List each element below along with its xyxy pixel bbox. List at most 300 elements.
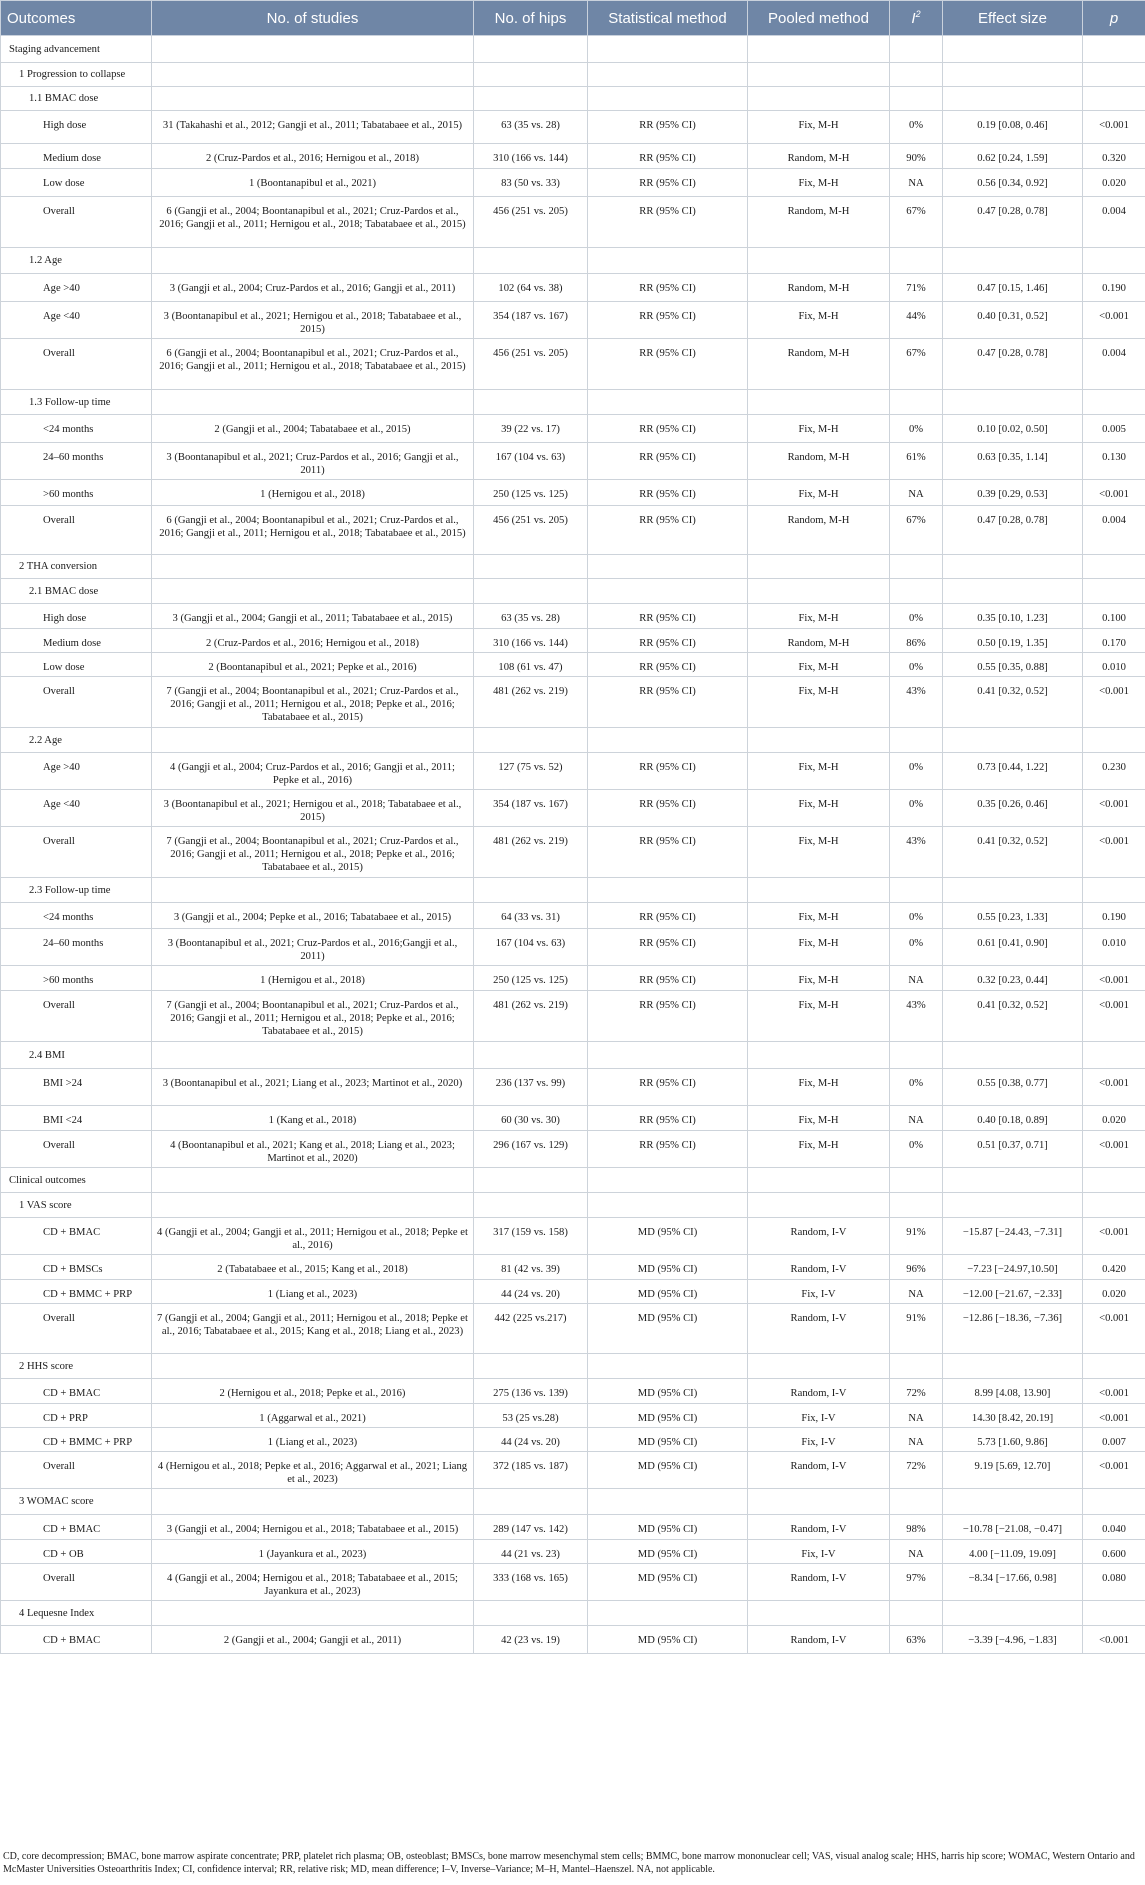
outcome-cell: CD + BMSCs xyxy=(1,1255,152,1280)
pooled-method-cell xyxy=(748,1042,890,1069)
effect-size-cell: 0.51 [0.37, 0.71] xyxy=(943,1131,1083,1168)
hips-cell: 354 (187 vs. 167) xyxy=(474,790,588,827)
studies-cell: 7 (Gangji et al., 2004; Boontanapibul et al., 2021; Cruz-Pardos et al., 2016; Gangji et al., 2011; Hernigou et al., 2018; Pepke et al., 2016; Tabatabaee et al., 2015) xyxy=(152,677,474,728)
outcome-cell: 1 VAS score xyxy=(1,1193,152,1218)
studies-cell xyxy=(152,36,474,63)
hips-cell xyxy=(474,248,588,274)
p-value-cell: 0.020 xyxy=(1083,1106,1145,1131)
hips-cell: 250 (125 vs. 125) xyxy=(474,480,588,506)
p-value-cell xyxy=(1083,555,1145,579)
section-row xyxy=(1,390,1145,415)
studies-cell xyxy=(152,728,474,753)
pooled-method-cell: Random, I-V xyxy=(748,1379,890,1404)
p-value-cell xyxy=(1083,1042,1145,1069)
table-row xyxy=(1,1564,1145,1601)
outcome-cell: CD + BMAC xyxy=(1,1379,152,1404)
statistical-method-cell xyxy=(588,63,748,87)
outcome-cell: Medium dose xyxy=(1,629,152,653)
header-hips: No. of hips xyxy=(474,1,588,36)
i2-cell: 67% xyxy=(890,506,943,555)
statistical-method-cell xyxy=(588,1354,748,1379)
effect-size-cell: 0.62 [0.24, 1.59] xyxy=(943,144,1083,169)
outcome-cell: Overall xyxy=(1,827,152,878)
hips-cell: 372 (185 vs. 187) xyxy=(474,1452,588,1489)
i2-cell: 71% xyxy=(890,274,943,302)
statistical-method-cell xyxy=(588,555,748,579)
hips-cell: 60 (30 vs. 30) xyxy=(474,1106,588,1131)
table-row xyxy=(1,1280,1145,1304)
outcome-cell: High dose xyxy=(1,111,152,144)
pooled-method-cell: Fix, M-H xyxy=(748,604,890,629)
statistical-method-cell: MD (95% CI) xyxy=(588,1280,748,1304)
pooled-method-cell xyxy=(748,1601,890,1626)
hips-cell: 456 (251 vs. 205) xyxy=(474,197,588,248)
outcome-cell: High dose xyxy=(1,604,152,629)
p-value-cell xyxy=(1083,728,1145,753)
hips-cell xyxy=(474,390,588,415)
i2-cell: 0% xyxy=(890,929,943,966)
studies-cell: 1 (Jayankura et al., 2023) xyxy=(152,1540,474,1564)
i2-cell: 67% xyxy=(890,197,943,248)
outcome-cell: 1.3 Follow-up time xyxy=(1,390,152,415)
hips-cell xyxy=(474,1042,588,1069)
header-row xyxy=(1,1,1145,36)
pooled-method-cell xyxy=(748,878,890,903)
statistical-method-cell: RR (95% CI) xyxy=(588,629,748,653)
i2-cell: 0% xyxy=(890,653,943,677)
pooled-method-cell: Random, M-H xyxy=(748,629,890,653)
outcome-cell: Overall xyxy=(1,1564,152,1601)
statistical-method-cell: MD (95% CI) xyxy=(588,1428,748,1452)
studies-cell: 3 (Gangji et al., 2004; Pepke et al., 2016; Tabatabaee et al., 2015) xyxy=(152,903,474,929)
p-value-cell xyxy=(1083,87,1145,111)
p-value-cell: <0.001 xyxy=(1083,302,1145,339)
p-value-cell xyxy=(1083,579,1145,604)
section-row xyxy=(1,555,1145,579)
hips-cell: 456 (251 vs. 205) xyxy=(474,506,588,555)
outcome-cell: 1.1 BMAC dose xyxy=(1,87,152,111)
hips-cell xyxy=(474,36,588,63)
i2-cell: 0% xyxy=(890,790,943,827)
p-value-cell: 0.170 xyxy=(1083,629,1145,653)
outcome-cell: Age >40 xyxy=(1,753,152,790)
studies-cell: 2 (Hernigou et al., 2018; Pepke et al., 2016) xyxy=(152,1379,474,1404)
outcome-cell: Overall xyxy=(1,197,152,248)
header-effect-size: Effect size xyxy=(943,1,1083,36)
i2-cell xyxy=(890,555,943,579)
effect-size-cell xyxy=(943,87,1083,111)
hips-cell: 481 (262 vs. 219) xyxy=(474,991,588,1042)
outcome-cell: 2.4 BMI xyxy=(1,1042,152,1069)
p-value-cell: <0.001 xyxy=(1083,1069,1145,1106)
i2-cell: 43% xyxy=(890,991,943,1042)
section-row xyxy=(1,1489,1145,1515)
pooled-method-cell: Fix, M-H xyxy=(748,903,890,929)
hips-cell: 296 (167 vs. 129) xyxy=(474,1131,588,1168)
statistical-method-cell: MD (95% CI) xyxy=(588,1404,748,1428)
statistical-method-cell xyxy=(588,87,748,111)
studies-cell xyxy=(152,1601,474,1626)
hips-cell: 42 (23 vs. 19) xyxy=(474,1626,588,1654)
p-value-cell xyxy=(1083,63,1145,87)
i2-cell: 86% xyxy=(890,629,943,653)
i2-cell: 72% xyxy=(890,1379,943,1404)
p-value-cell: 0.010 xyxy=(1083,653,1145,677)
outcome-cell: CD + PRP xyxy=(1,1404,152,1428)
hips-cell: 481 (262 vs. 219) xyxy=(474,827,588,878)
i2-cell xyxy=(890,1193,943,1218)
effect-size-cell xyxy=(943,728,1083,753)
studies-cell: 7 (Gangji et al., 2004; Gangji et al., 2011; Hernigou et al., 2018; Pepke et al., 2016; Tabatabaee et al., 2015; Kang et al., 2018; Liang et al., 2023) xyxy=(152,1304,474,1354)
studies-cell xyxy=(152,555,474,579)
hips-cell: 333 (168 vs. 165) xyxy=(474,1564,588,1601)
p-value-cell: 0.004 xyxy=(1083,339,1145,390)
hips-cell: 44 (24 vs. 20) xyxy=(474,1428,588,1452)
table-row xyxy=(1,1540,1145,1564)
studies-cell: 2 (Cruz-Pardos et al., 2016; Hernigou et al., 2018) xyxy=(152,629,474,653)
studies-cell: 3 (Boontanapibul et al., 2021; Liang et al., 2023; Martinot et al., 2020) xyxy=(152,1069,474,1106)
statistical-method-cell xyxy=(588,1193,748,1218)
outcome-cell: Overall xyxy=(1,506,152,555)
hips-cell: 64 (33 vs. 31) xyxy=(474,903,588,929)
i2-cell xyxy=(890,390,943,415)
effect-size-cell: 14.30 [8.42, 20.19] xyxy=(943,1404,1083,1428)
pooled-method-cell: Fix, M-H xyxy=(748,1069,890,1106)
i2-cell: NA xyxy=(890,1540,943,1564)
effect-size-cell xyxy=(943,1489,1083,1515)
studies-cell xyxy=(152,63,474,87)
statistical-method-cell: RR (95% CI) xyxy=(588,677,748,728)
p-value-cell xyxy=(1083,1168,1145,1193)
outcome-cell: <24 months xyxy=(1,415,152,443)
statistical-method-cell: RR (95% CI) xyxy=(588,929,748,966)
i2-cell: 0% xyxy=(890,111,943,144)
statistical-method-cell: MD (95% CI) xyxy=(588,1218,748,1255)
pooled-method-cell: Random, I-V xyxy=(748,1255,890,1280)
effect-size-cell: 0.47 [0.28, 0.78] xyxy=(943,197,1083,248)
outcome-cell: Overall xyxy=(1,1131,152,1168)
effect-size-cell xyxy=(943,1168,1083,1193)
p-value-cell: 0.600 xyxy=(1083,1540,1145,1564)
effect-size-cell: 0.35 [0.26, 0.46] xyxy=(943,790,1083,827)
statistical-method-cell: MD (95% CI) xyxy=(588,1540,748,1564)
effect-size-cell: 0.50 [0.19, 1.35] xyxy=(943,629,1083,653)
studies-cell: 2 (Gangji et al., 2004; Gangji et al., 2011) xyxy=(152,1626,474,1654)
i2-cell: 96% xyxy=(890,1255,943,1280)
i2-cell xyxy=(890,1489,943,1515)
section-row xyxy=(1,1193,1145,1218)
effect-size-cell: 5.73 [1.60, 9.86] xyxy=(943,1428,1083,1452)
table-row xyxy=(1,1304,1145,1354)
studies-cell: 7 (Gangji et al., 2004; Boontanapibul et al., 2021; Cruz-Pardos et al., 2016; Gangji et al., 2011; Hernigou et al., 2018; Pepke et al., 2016; Tabatabaee et al., 2015) xyxy=(152,991,474,1042)
section-row xyxy=(1,1168,1145,1193)
outcome-cell: Medium dose xyxy=(1,144,152,169)
pooled-method-cell xyxy=(748,36,890,63)
studies-cell: 6 (Gangji et al., 2004; Boontanapibul et al., 2021; Cruz-Pardos et al., 2016; Gangji et al., 2011; Hernigou et al., 2018; Tabatabaee et al., 2015) xyxy=(152,197,474,248)
effect-size-cell: 0.32 [0.23, 0.44] xyxy=(943,966,1083,991)
p-value-cell xyxy=(1083,36,1145,63)
table-header xyxy=(1,1,1145,36)
statistical-method-cell: RR (95% CI) xyxy=(588,827,748,878)
header-p: p xyxy=(1083,1,1145,36)
statistical-method-cell: RR (95% CI) xyxy=(588,443,748,480)
effect-size-cell xyxy=(943,579,1083,604)
effect-size-cell: −12.86 [−18.36, −7.36] xyxy=(943,1304,1083,1354)
effect-size-cell: 0.19 [0.08, 0.46] xyxy=(943,111,1083,144)
table-row xyxy=(1,604,1145,629)
studies-cell: 1 (Kang et al., 2018) xyxy=(152,1106,474,1131)
statistical-method-cell xyxy=(588,36,748,63)
i2-cell: 0% xyxy=(890,415,943,443)
i2-cell: 43% xyxy=(890,677,943,728)
statistical-method-cell: MD (95% CI) xyxy=(588,1379,748,1404)
hips-cell: 442 (225 vs.217) xyxy=(474,1304,588,1354)
studies-cell: 4 (Gangji et al., 2004; Gangji et al., 2011; Hernigou et al., 2018; Pepke et al., 2016) xyxy=(152,1218,474,1255)
hips-cell: 81 (42 vs. 39) xyxy=(474,1255,588,1280)
statistical-method-cell: RR (95% CI) xyxy=(588,966,748,991)
table-row xyxy=(1,339,1145,390)
statistical-method-cell: MD (95% CI) xyxy=(588,1515,748,1540)
i2-cell xyxy=(890,728,943,753)
pooled-method-cell: Fix, I-V xyxy=(748,1280,890,1304)
effect-size-cell: 0.35 [0.10, 1.23] xyxy=(943,604,1083,629)
statistical-method-cell: RR (95% CI) xyxy=(588,415,748,443)
p-value-cell: <0.001 xyxy=(1083,677,1145,728)
p-value-cell: 0.130 xyxy=(1083,443,1145,480)
section-row xyxy=(1,728,1145,753)
statistical-method-cell xyxy=(588,1489,748,1515)
studies-cell: 1 (Boontanapibul et al., 2021) xyxy=(152,169,474,197)
outcome-cell: >60 months xyxy=(1,480,152,506)
pooled-method-cell: Random, I-V xyxy=(748,1304,890,1354)
i2-cell: 0% xyxy=(890,753,943,790)
table-row xyxy=(1,1428,1145,1452)
statistical-method-cell: MD (95% CI) xyxy=(588,1452,748,1489)
outcome-cell: 2 THA conversion xyxy=(1,555,152,579)
outcome-cell: CD + OB xyxy=(1,1540,152,1564)
hips-cell: 275 (136 vs. 139) xyxy=(474,1379,588,1404)
studies-cell: 2 (Cruz-Pardos et al., 2016; Hernigou et al., 2018) xyxy=(152,144,474,169)
pooled-method-cell xyxy=(748,87,890,111)
studies-cell: 1 (Liang et al., 2023) xyxy=(152,1428,474,1452)
pooled-method-cell: Fix, M-H xyxy=(748,1106,890,1131)
p-value-cell xyxy=(1083,1601,1145,1626)
i2-cell: 43% xyxy=(890,827,943,878)
table-row xyxy=(1,966,1145,991)
hips-cell: 44 (24 vs. 20) xyxy=(474,1280,588,1304)
statistical-method-cell xyxy=(588,878,748,903)
studies-cell xyxy=(152,878,474,903)
hips-cell xyxy=(474,1168,588,1193)
pooled-method-cell: Fix, M-H xyxy=(748,169,890,197)
effect-size-cell xyxy=(943,390,1083,415)
outcome-cell: 2.1 BMAC dose xyxy=(1,579,152,604)
studies-cell: 7 (Gangji et al., 2004; Boontanapibul et al., 2021; Cruz-Pardos et al., 2016; Gangji et al., 2011; Hernigou et al., 2018; Pepke et al., 2016; Tabatabaee et al., 2015) xyxy=(152,827,474,878)
section-row xyxy=(1,1042,1145,1069)
table-row xyxy=(1,443,1145,480)
outcome-cell: 1 Progression to collapse xyxy=(1,63,152,87)
table-row xyxy=(1,274,1145,302)
outcome-cell: Clinical outcomes xyxy=(1,1168,152,1193)
i2-cell: NA xyxy=(890,966,943,991)
i2-cell xyxy=(890,1042,943,1069)
p-value-cell: 0.004 xyxy=(1083,506,1145,555)
pooled-method-cell xyxy=(748,579,890,604)
pooled-method-cell: Random, M-H xyxy=(748,274,890,302)
hips-cell: 167 (104 vs. 63) xyxy=(474,443,588,480)
table-row xyxy=(1,677,1145,728)
studies-cell: 4 (Boontanapibul et al., 2021; Kang et al., 2018; Liang et al., 2023; Martinot et al., 2020) xyxy=(152,1131,474,1168)
hips-cell xyxy=(474,1193,588,1218)
outcome-cell: 2.2 Age xyxy=(1,728,152,753)
statistical-method-cell xyxy=(588,728,748,753)
table-row xyxy=(1,929,1145,966)
table-row xyxy=(1,1404,1145,1428)
p-value-cell: 0.007 xyxy=(1083,1428,1145,1452)
p-value-cell: 0.420 xyxy=(1083,1255,1145,1280)
section-row xyxy=(1,1354,1145,1379)
outcome-cell: CD + BMAC xyxy=(1,1626,152,1654)
studies-cell: 1 (Hernigou et al., 2018) xyxy=(152,480,474,506)
i2-cell: 0% xyxy=(890,1131,943,1168)
p-value-cell xyxy=(1083,878,1145,903)
statistical-method-cell: MD (95% CI) xyxy=(588,1564,748,1601)
pooled-method-cell: Fix, M-H xyxy=(748,827,890,878)
table-row xyxy=(1,197,1145,248)
statistical-method-cell: RR (95% CI) xyxy=(588,604,748,629)
statistical-method-cell: RR (95% CI) xyxy=(588,339,748,390)
effect-size-cell: 0.47 [0.15, 1.46] xyxy=(943,274,1083,302)
outcome-cell: 24–60 months xyxy=(1,443,152,480)
pooled-method-cell: Random, I-V xyxy=(748,1564,890,1601)
pooled-method-cell: Fix, M-H xyxy=(748,991,890,1042)
i2-cell: 0% xyxy=(890,903,943,929)
hips-cell: 310 (166 vs. 144) xyxy=(474,629,588,653)
i2-cell: NA xyxy=(890,1428,943,1452)
effect-size-cell xyxy=(943,1193,1083,1218)
statistical-method-cell xyxy=(588,1168,748,1193)
section-row xyxy=(1,63,1145,87)
outcome-cell: Low dose xyxy=(1,653,152,677)
i2-cell: NA xyxy=(890,480,943,506)
effect-size-cell: 0.47 [0.28, 0.78] xyxy=(943,339,1083,390)
studies-cell: 1 (Hernigou et al., 2018) xyxy=(152,966,474,991)
hips-cell: 108 (61 vs. 47) xyxy=(474,653,588,677)
statistical-method-cell: MD (95% CI) xyxy=(588,1255,748,1280)
table-row xyxy=(1,1626,1145,1654)
studies-cell: 4 (Gangji et al., 2004; Cruz-Pardos et al., 2016; Gangji et al., 2011; Pepke et al., 2016) xyxy=(152,753,474,790)
outcome-cell: 24–60 months xyxy=(1,929,152,966)
table-row xyxy=(1,1515,1145,1540)
pooled-method-cell: Fix, M-H xyxy=(748,302,890,339)
pooled-method-cell: Fix, M-H xyxy=(748,790,890,827)
i2-cell xyxy=(890,579,943,604)
header-i2 xyxy=(890,1,943,36)
hips-cell: 456 (251 vs. 205) xyxy=(474,339,588,390)
statistical-method-cell: RR (95% CI) xyxy=(588,1131,748,1168)
p-value-cell xyxy=(1083,1354,1145,1379)
pooled-method-cell: Fix, M-H xyxy=(748,929,890,966)
section-row xyxy=(1,248,1145,274)
section-row xyxy=(1,1601,1145,1626)
p-value-cell: 0.020 xyxy=(1083,1280,1145,1304)
effect-size-cell xyxy=(943,63,1083,87)
studies-cell: 3 (Boontanapibul et al., 2021; Cruz-Pardos et al., 2016;Gangji et al., 2011) xyxy=(152,929,474,966)
studies-cell: 2 (Boontanapibul et al., 2021; Pepke et al., 2016) xyxy=(152,653,474,677)
outcome-cell: 2.3 Follow-up time xyxy=(1,878,152,903)
outcome-cell: Age <40 xyxy=(1,302,152,339)
pooled-method-cell xyxy=(748,555,890,579)
section-row xyxy=(1,878,1145,903)
statistical-method-cell xyxy=(588,248,748,274)
table-row xyxy=(1,1218,1145,1255)
pooled-method-cell: Fix, I-V xyxy=(748,1428,890,1452)
p-value-cell: <0.001 xyxy=(1083,991,1145,1042)
table-row xyxy=(1,302,1145,339)
pooled-method-cell: Fix, M-H xyxy=(748,480,890,506)
table-row xyxy=(1,653,1145,677)
studies-cell xyxy=(152,1354,474,1379)
effect-size-cell: 0.73 [0.44, 1.22] xyxy=(943,753,1083,790)
statistical-method-cell: RR (95% CI) xyxy=(588,274,748,302)
studies-cell: 6 (Gangji et al., 2004; Boontanapibul et al., 2021; Cruz-Pardos et al., 2016; Gangji et al., 2011; Hernigou et al., 2018; Tabatabaee et al., 2015) xyxy=(152,506,474,555)
studies-cell: 3 (Boontanapibul et al., 2021; Hernigou et al., 2018; Tabatabaee et al., 2015) xyxy=(152,790,474,827)
hips-cell: 102 (64 vs. 38) xyxy=(474,274,588,302)
pooled-method-cell: Fix, M-H xyxy=(748,1131,890,1168)
header-outcomes: Outcomes xyxy=(1,1,152,36)
p-value-cell: <0.001 xyxy=(1083,1626,1145,1654)
effect-size-cell xyxy=(943,248,1083,274)
statistical-method-cell: RR (95% CI) xyxy=(588,506,748,555)
table-row xyxy=(1,903,1145,929)
effect-size-cell xyxy=(943,878,1083,903)
effect-size-cell: −10.78 [−21.08, −0.47] xyxy=(943,1515,1083,1540)
hips-cell: 53 (25 vs.28) xyxy=(474,1404,588,1428)
statistical-method-cell: RR (95% CI) xyxy=(588,111,748,144)
table-row xyxy=(1,1255,1145,1280)
effect-size-cell: −12.00 [−21.67, −2.33] xyxy=(943,1280,1083,1304)
effect-size-cell: 0.61 [0.41, 0.90] xyxy=(943,929,1083,966)
effect-size-cell: 0.40 [0.31, 0.52] xyxy=(943,302,1083,339)
effect-size-cell: 0.41 [0.32, 0.52] xyxy=(943,991,1083,1042)
table-row xyxy=(1,1452,1145,1489)
hips-cell xyxy=(474,555,588,579)
pooled-method-cell: Fix, M-H xyxy=(748,966,890,991)
studies-cell xyxy=(152,87,474,111)
studies-cell xyxy=(152,248,474,274)
p-value-cell xyxy=(1083,1193,1145,1218)
i2-cell: 67% xyxy=(890,339,943,390)
table-row xyxy=(1,506,1145,555)
outcome-cell: Age <40 xyxy=(1,790,152,827)
i2-cell xyxy=(890,36,943,63)
statistical-method-cell: RR (95% CI) xyxy=(588,991,748,1042)
statistical-method-cell xyxy=(588,1601,748,1626)
hips-cell xyxy=(474,728,588,753)
i2-cell: 0% xyxy=(890,604,943,629)
pooled-method-cell: Random, M-H xyxy=(748,443,890,480)
effect-size-cell: 0.10 [0.02, 0.50] xyxy=(943,415,1083,443)
studies-cell: 2 (Gangji et al., 2004; Tabatabaee et al., 2015) xyxy=(152,415,474,443)
studies-cell: 2 (Tabatabaee et al., 2015; Kang et al., 2018) xyxy=(152,1255,474,1280)
statistical-method-cell: RR (95% CI) xyxy=(588,302,748,339)
table-row xyxy=(1,169,1145,197)
section-row xyxy=(1,87,1145,111)
pooled-method-cell xyxy=(748,248,890,274)
outcome-cell: <24 months xyxy=(1,903,152,929)
statistical-method-cell xyxy=(588,579,748,604)
pooled-method-cell xyxy=(748,728,890,753)
